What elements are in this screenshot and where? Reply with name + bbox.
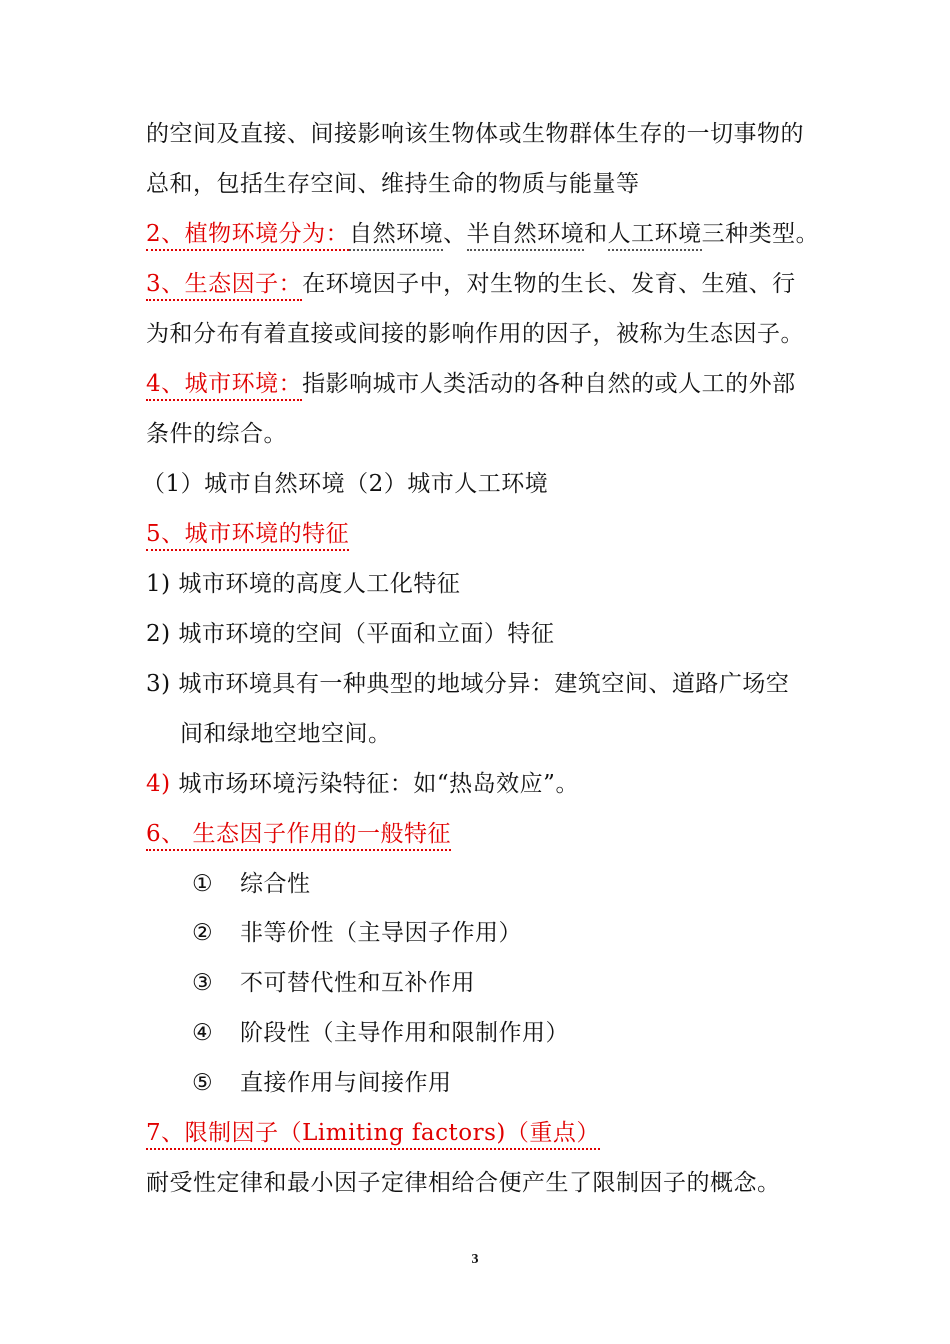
page-number: 3 <box>471 1252 479 1267</box>
item-5-line <box>146 519 349 549</box>
item-7-heading: 7、限制因子（Limiting factors)（重点） <box>146 1120 600 1150</box>
list-text: 非等价性（主导因子作用） <box>240 920 522 946</box>
item-4-line <box>146 369 796 399</box>
list-number: 4) <box>146 771 171 797</box>
item-4-text-cont: 条件的综合。 <box>146 421 287 447</box>
item-3-heading: 3、生态因子： <box>146 271 302 301</box>
item-7-text: 耐受性定律和最小因子定律相给合便产生了限制因子的概念。 <box>146 1170 781 1196</box>
list-item <box>146 619 554 649</box>
item-4-text: 指影响城市人类活动的各种自然的或人工的外部 <box>302 371 796 397</box>
list-item <box>146 769 579 799</box>
list-item <box>192 968 475 998</box>
list-item <box>192 1068 452 1098</box>
item-3-line <box>146 269 796 299</box>
separator: 和 <box>584 221 608 247</box>
list-number: ⑤ <box>192 1070 214 1096</box>
list-number: 2) <box>146 621 171 647</box>
list-number: ④ <box>192 1020 214 1046</box>
item-3-text: 在环境因子中，对生物的生长、发育、生殖、行 <box>302 271 796 297</box>
list-item <box>192 918 522 948</box>
list-text: 不可替代性和互补作用 <box>240 970 475 996</box>
term-semi-natural-environment: 半自然环境 <box>467 221 585 251</box>
list-item <box>146 569 460 599</box>
list-number: ① <box>192 871 214 897</box>
item-4-heading: 4、城市环境： <box>146 371 302 401</box>
list-text: 城市环境的高度人工化特征 <box>178 571 461 597</box>
list-number: ③ <box>192 970 214 996</box>
item-2-heading: 2、植物环境分为： <box>146 221 349 251</box>
list-item <box>192 869 311 899</box>
list-text: 直接作用与间接作用 <box>240 1070 452 1096</box>
list-number: 1) <box>146 571 171 597</box>
item-7-line <box>146 1118 600 1148</box>
list-text: 城市环境的空间（平面和立面）特征 <box>178 621 555 647</box>
list-item <box>146 669 789 699</box>
paragraph-line: 的空间及直接、间接影响该生物体或生物群体生存的一切事物的 <box>146 121 804 147</box>
list-text: 城市场环境污染特征：如“热岛效应”。 <box>178 771 579 797</box>
list-number: 3) <box>146 671 171 697</box>
list-text: 城市环境具有一种典型的地域分异：建筑空间、道路广场空 <box>178 671 790 697</box>
item-3-text-cont: 为和分布有着直接或间接的影响作用的因子，被称为生态因子。 <box>146 321 804 347</box>
list-text: 阶段性（主导作用和限制作用） <box>240 1020 569 1046</box>
list-text: 综合性 <box>240 871 311 897</box>
item-6-line <box>146 819 451 849</box>
list-number: ② <box>192 920 214 946</box>
term-natural-environment: 自然环境 <box>349 221 443 251</box>
item-5-heading: 5、城市环境的特征 <box>146 521 349 551</box>
item-6-heading: 6、 生态因子作用的一般特征 <box>146 821 451 851</box>
paragraph-line: 总和，包括生存空间、维持生命的物质与能量等 <box>146 171 640 197</box>
list-item-cont: 间和绿地空地空间。 <box>180 721 392 747</box>
item-2-tail: 三种类型。 <box>701 221 820 247</box>
term-artificial-environment: 人工环境 <box>608 221 702 251</box>
item-4-sub: （1）城市自然环境（2）城市人工环境 <box>142 471 549 497</box>
item-2-line <box>146 219 819 249</box>
list-item <box>192 1018 569 1048</box>
separator: 、 <box>443 221 467 247</box>
